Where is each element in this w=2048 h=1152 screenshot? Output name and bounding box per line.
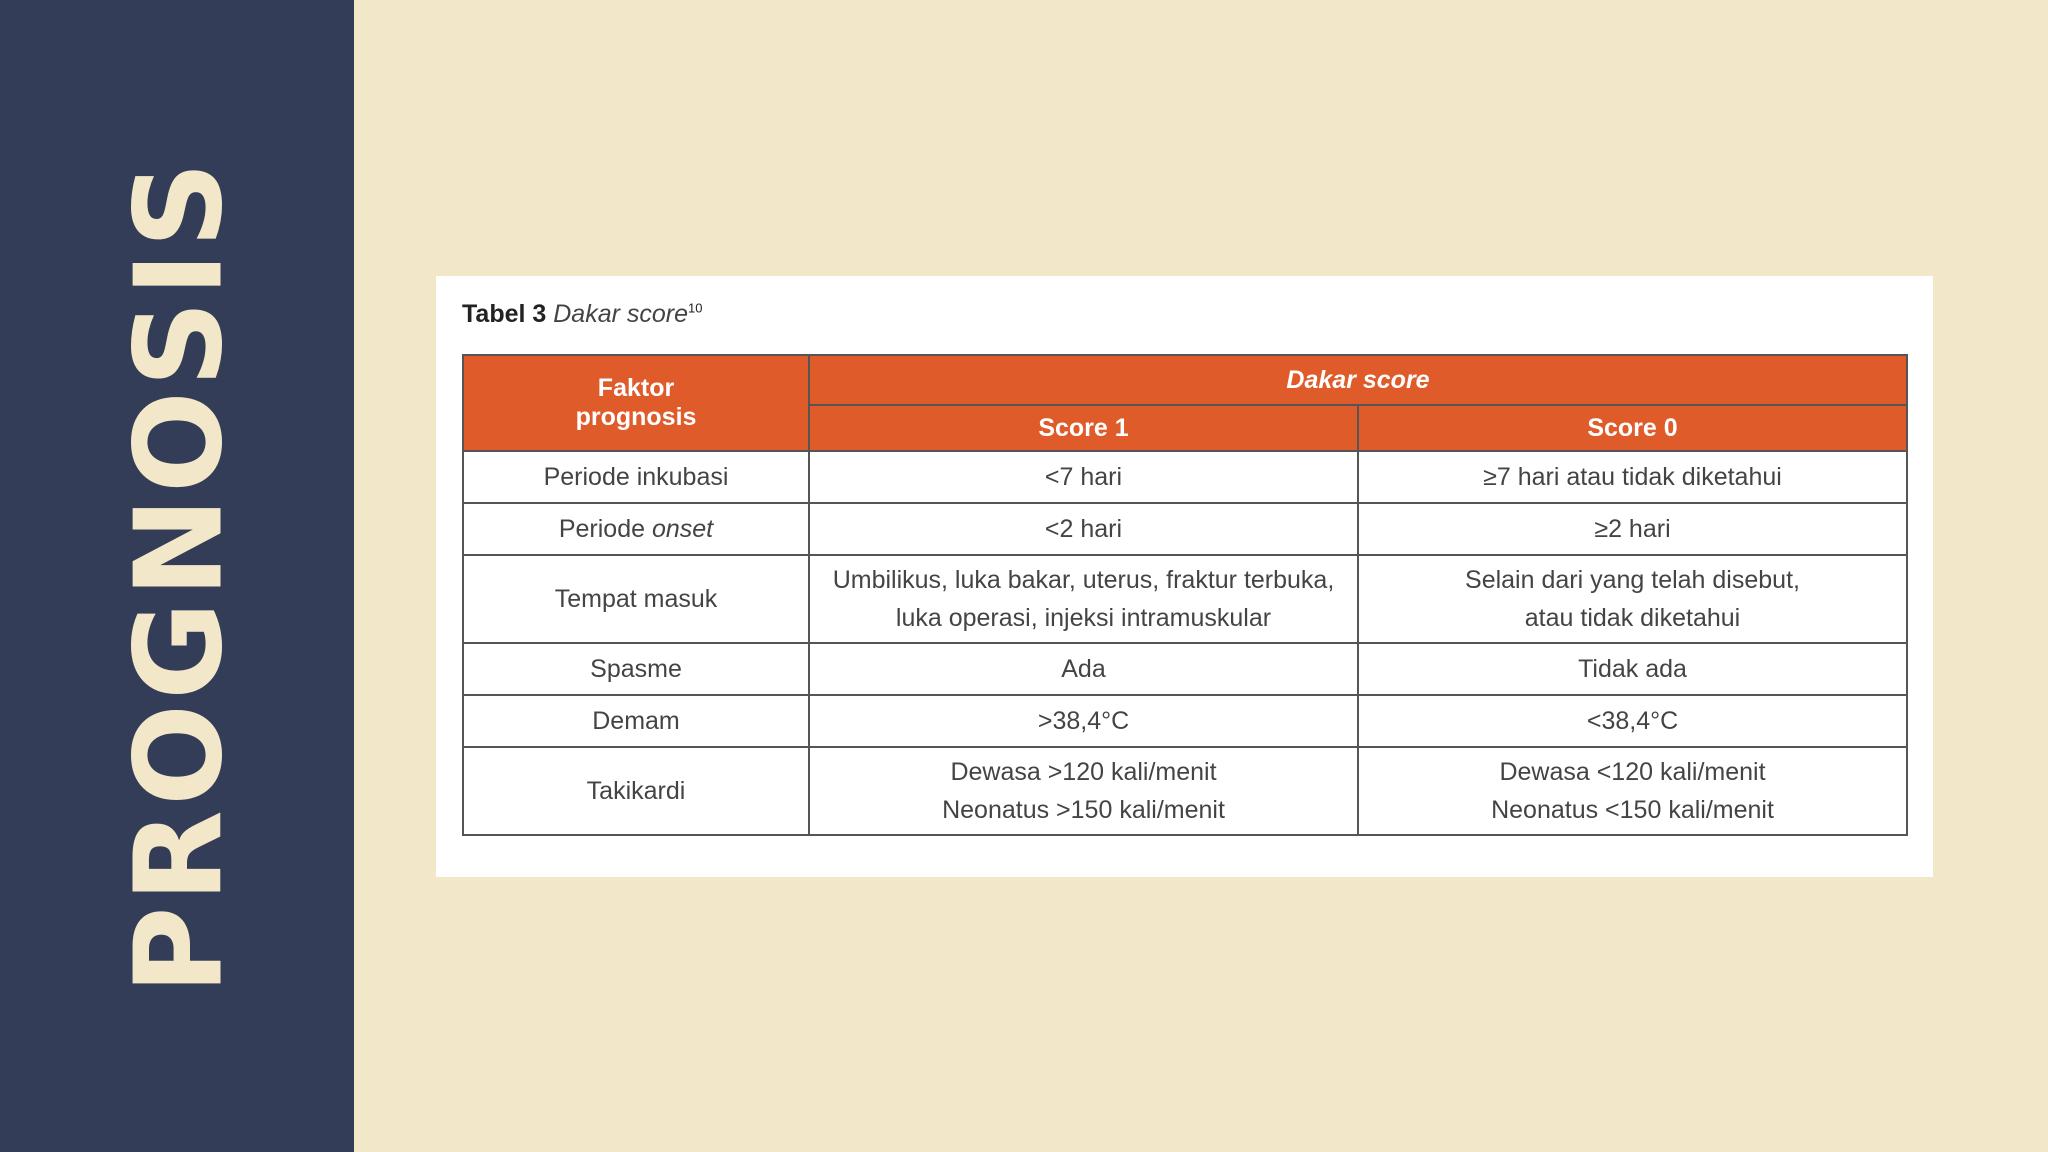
- header-factor-line2: prognosis: [575, 403, 697, 431]
- sidebar-panel: [0, 0, 354, 1152]
- factor-cell: Demam: [463, 695, 809, 747]
- score0-line1: Dewasa <120 kali/menit: [1499, 758, 1766, 786]
- table-row: [463, 747, 1907, 835]
- score1-cell: <2 hari: [809, 503, 1358, 555]
- table-row: [463, 451, 1907, 503]
- score1-cell: >38,4°C: [809, 695, 1358, 747]
- header-factor: [463, 355, 809, 451]
- caption-title: Dakar score: [553, 300, 689, 328]
- score1-cell: Ada: [809, 643, 1358, 695]
- score1-line1: Umbilikus, luka bakar, uterus, fraktur terbuka,: [832, 566, 1335, 594]
- score1-cell: [809, 747, 1358, 835]
- table-card: [436, 276, 1933, 877]
- header-factor-line1: Faktor: [597, 374, 675, 402]
- header-score-1: Score 1: [809, 405, 1358, 451]
- table-caption: [462, 300, 702, 329]
- factor-cell: Takikardi: [463, 747, 809, 835]
- score1-line2: luka operasi, injeksi intramuskular: [895, 604, 1272, 632]
- score0-line2: Neonatus <150 kali/menit: [1491, 796, 1774, 824]
- score0-cell: <38,4°C: [1358, 695, 1907, 747]
- dakar-score-table: [462, 354, 1908, 836]
- score0-line1: Selain dari yang telah disebut,: [1465, 566, 1800, 594]
- header-score-0: Score 0: [1358, 405, 1907, 451]
- table-row: [463, 643, 1907, 695]
- table-row: [463, 555, 1907, 643]
- score0-cell: ≥7 hari atau tidak diketahui: [1358, 451, 1907, 503]
- table-row: [463, 695, 1907, 747]
- factor-cell: Tempat masuk: [463, 555, 809, 643]
- table-row: [463, 503, 1907, 555]
- score1-line2: Neonatus >150 kali/menit: [942, 796, 1225, 824]
- factor-cell: [463, 503, 809, 555]
- factor-text: Periode: [558, 514, 652, 543]
- caption-reference: 10: [688, 300, 703, 316]
- factor-cell: Spasme: [463, 643, 809, 695]
- score0-line2: atau tidak diketahui: [1524, 604, 1741, 632]
- score1-cell: <7 hari: [809, 451, 1358, 503]
- score0-cell: ≥2 hari: [1358, 503, 1907, 555]
- score1-cell: [809, 555, 1358, 643]
- factor-cell: Periode inkubasi: [463, 451, 809, 503]
- header-dakar-score: Dakar score: [809, 355, 1907, 405]
- score0-cell: Tidak ada: [1358, 643, 1907, 695]
- factor-italic-text: onset: [651, 514, 714, 543]
- score0-cell: [1358, 555, 1907, 643]
- score1-line1: Dewasa >120 kali/menit: [950, 758, 1217, 786]
- slide-title: PROGNOSIS: [110, 157, 250, 995]
- score0-cell: [1358, 747, 1907, 835]
- caption-label: Tabel 3: [462, 300, 547, 328]
